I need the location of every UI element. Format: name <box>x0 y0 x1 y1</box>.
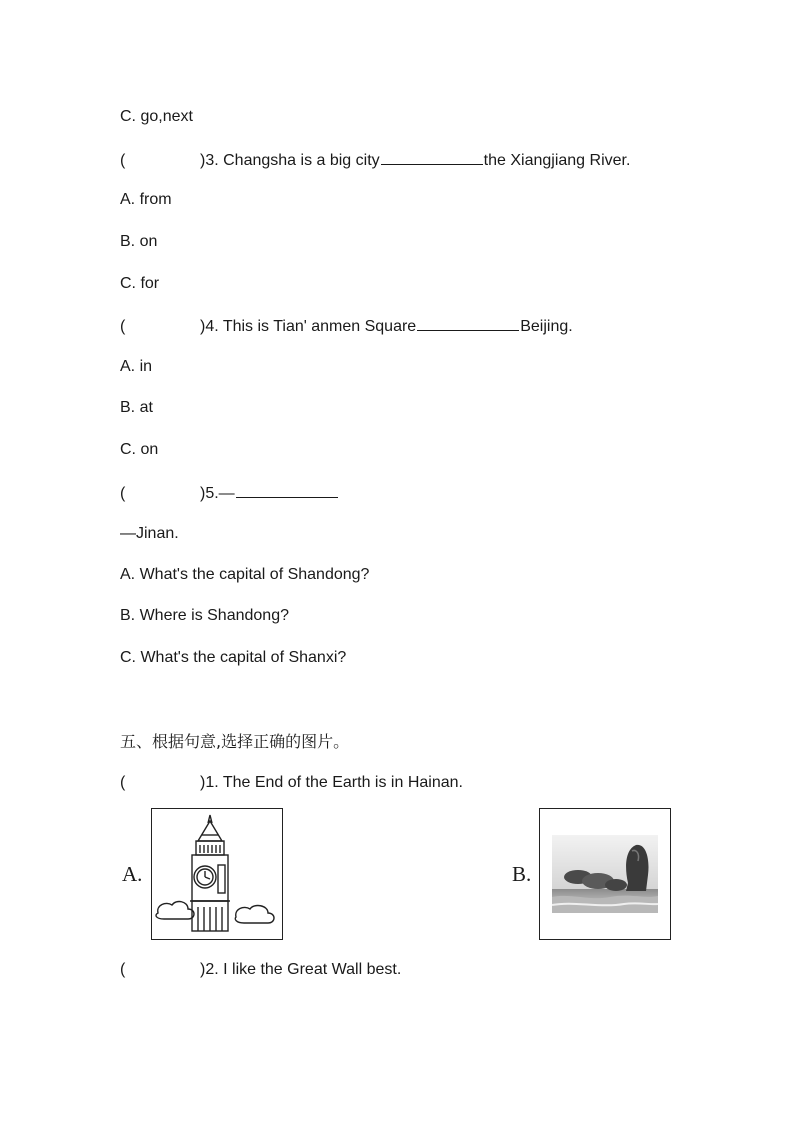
answer-paren: ( <box>120 152 126 169</box>
q5-option-b: B. Where is Shandong? <box>120 607 289 624</box>
question-text: )3. Changsha is a big city <box>200 152 380 169</box>
q5-option-c: C. What's the capital of Shanxi? <box>120 649 347 666</box>
question-text: )4. This is Tian' anmen Square <box>200 318 417 335</box>
answer-paren: ( <box>120 961 126 978</box>
picture-question-1 <box>120 773 463 793</box>
q5-option-a: A. What's the capital of Shandong? <box>120 566 370 583</box>
option-a-image[interactable] <box>151 808 283 940</box>
question-text: )2. I like the Great Wall best. <box>200 961 402 978</box>
fill-blank[interactable] <box>236 482 338 498</box>
q3-option-c: C. for <box>120 275 160 292</box>
question-3 <box>120 149 630 171</box>
q4-option-c: C. on <box>120 441 159 458</box>
question-text: )1. The End of the Earth is in Hainan. <box>200 774 463 791</box>
question-4 <box>120 315 573 337</box>
big-ben-clock-tower-drawing-icon <box>152 809 282 939</box>
q3-option-a: A. from <box>120 191 172 208</box>
question-text-end: Beijing. <box>520 318 573 335</box>
section-5-heading: 五、根据句意,选择正确的图片。 <box>120 732 350 751</box>
answer-paren: ( <box>120 485 126 502</box>
question-text: )5.— <box>200 485 235 502</box>
seaside-rocks-photo-icon <box>540 809 670 939</box>
answer-paren: ( <box>120 774 126 791</box>
q4-option-b: B. at <box>120 399 153 416</box>
q4-option-a: A. in <box>120 358 153 375</box>
option-a-label: A. <box>122 862 143 886</box>
option-b-image[interactable] <box>539 808 671 940</box>
q3-option-b: B. on <box>120 233 158 250</box>
question-text-end: the Xiangjiang River. <box>483 152 631 169</box>
picture-question-2 <box>120 960 401 980</box>
option-b-label: B. <box>512 862 532 886</box>
fill-blank[interactable] <box>381 149 483 165</box>
question-5 <box>120 482 339 504</box>
fill-blank[interactable] <box>417 315 519 331</box>
q2-option-c: C. go,next <box>120 108 193 125</box>
q5-answer: —Jinan. <box>120 525 179 542</box>
answer-paren: ( <box>120 318 126 335</box>
